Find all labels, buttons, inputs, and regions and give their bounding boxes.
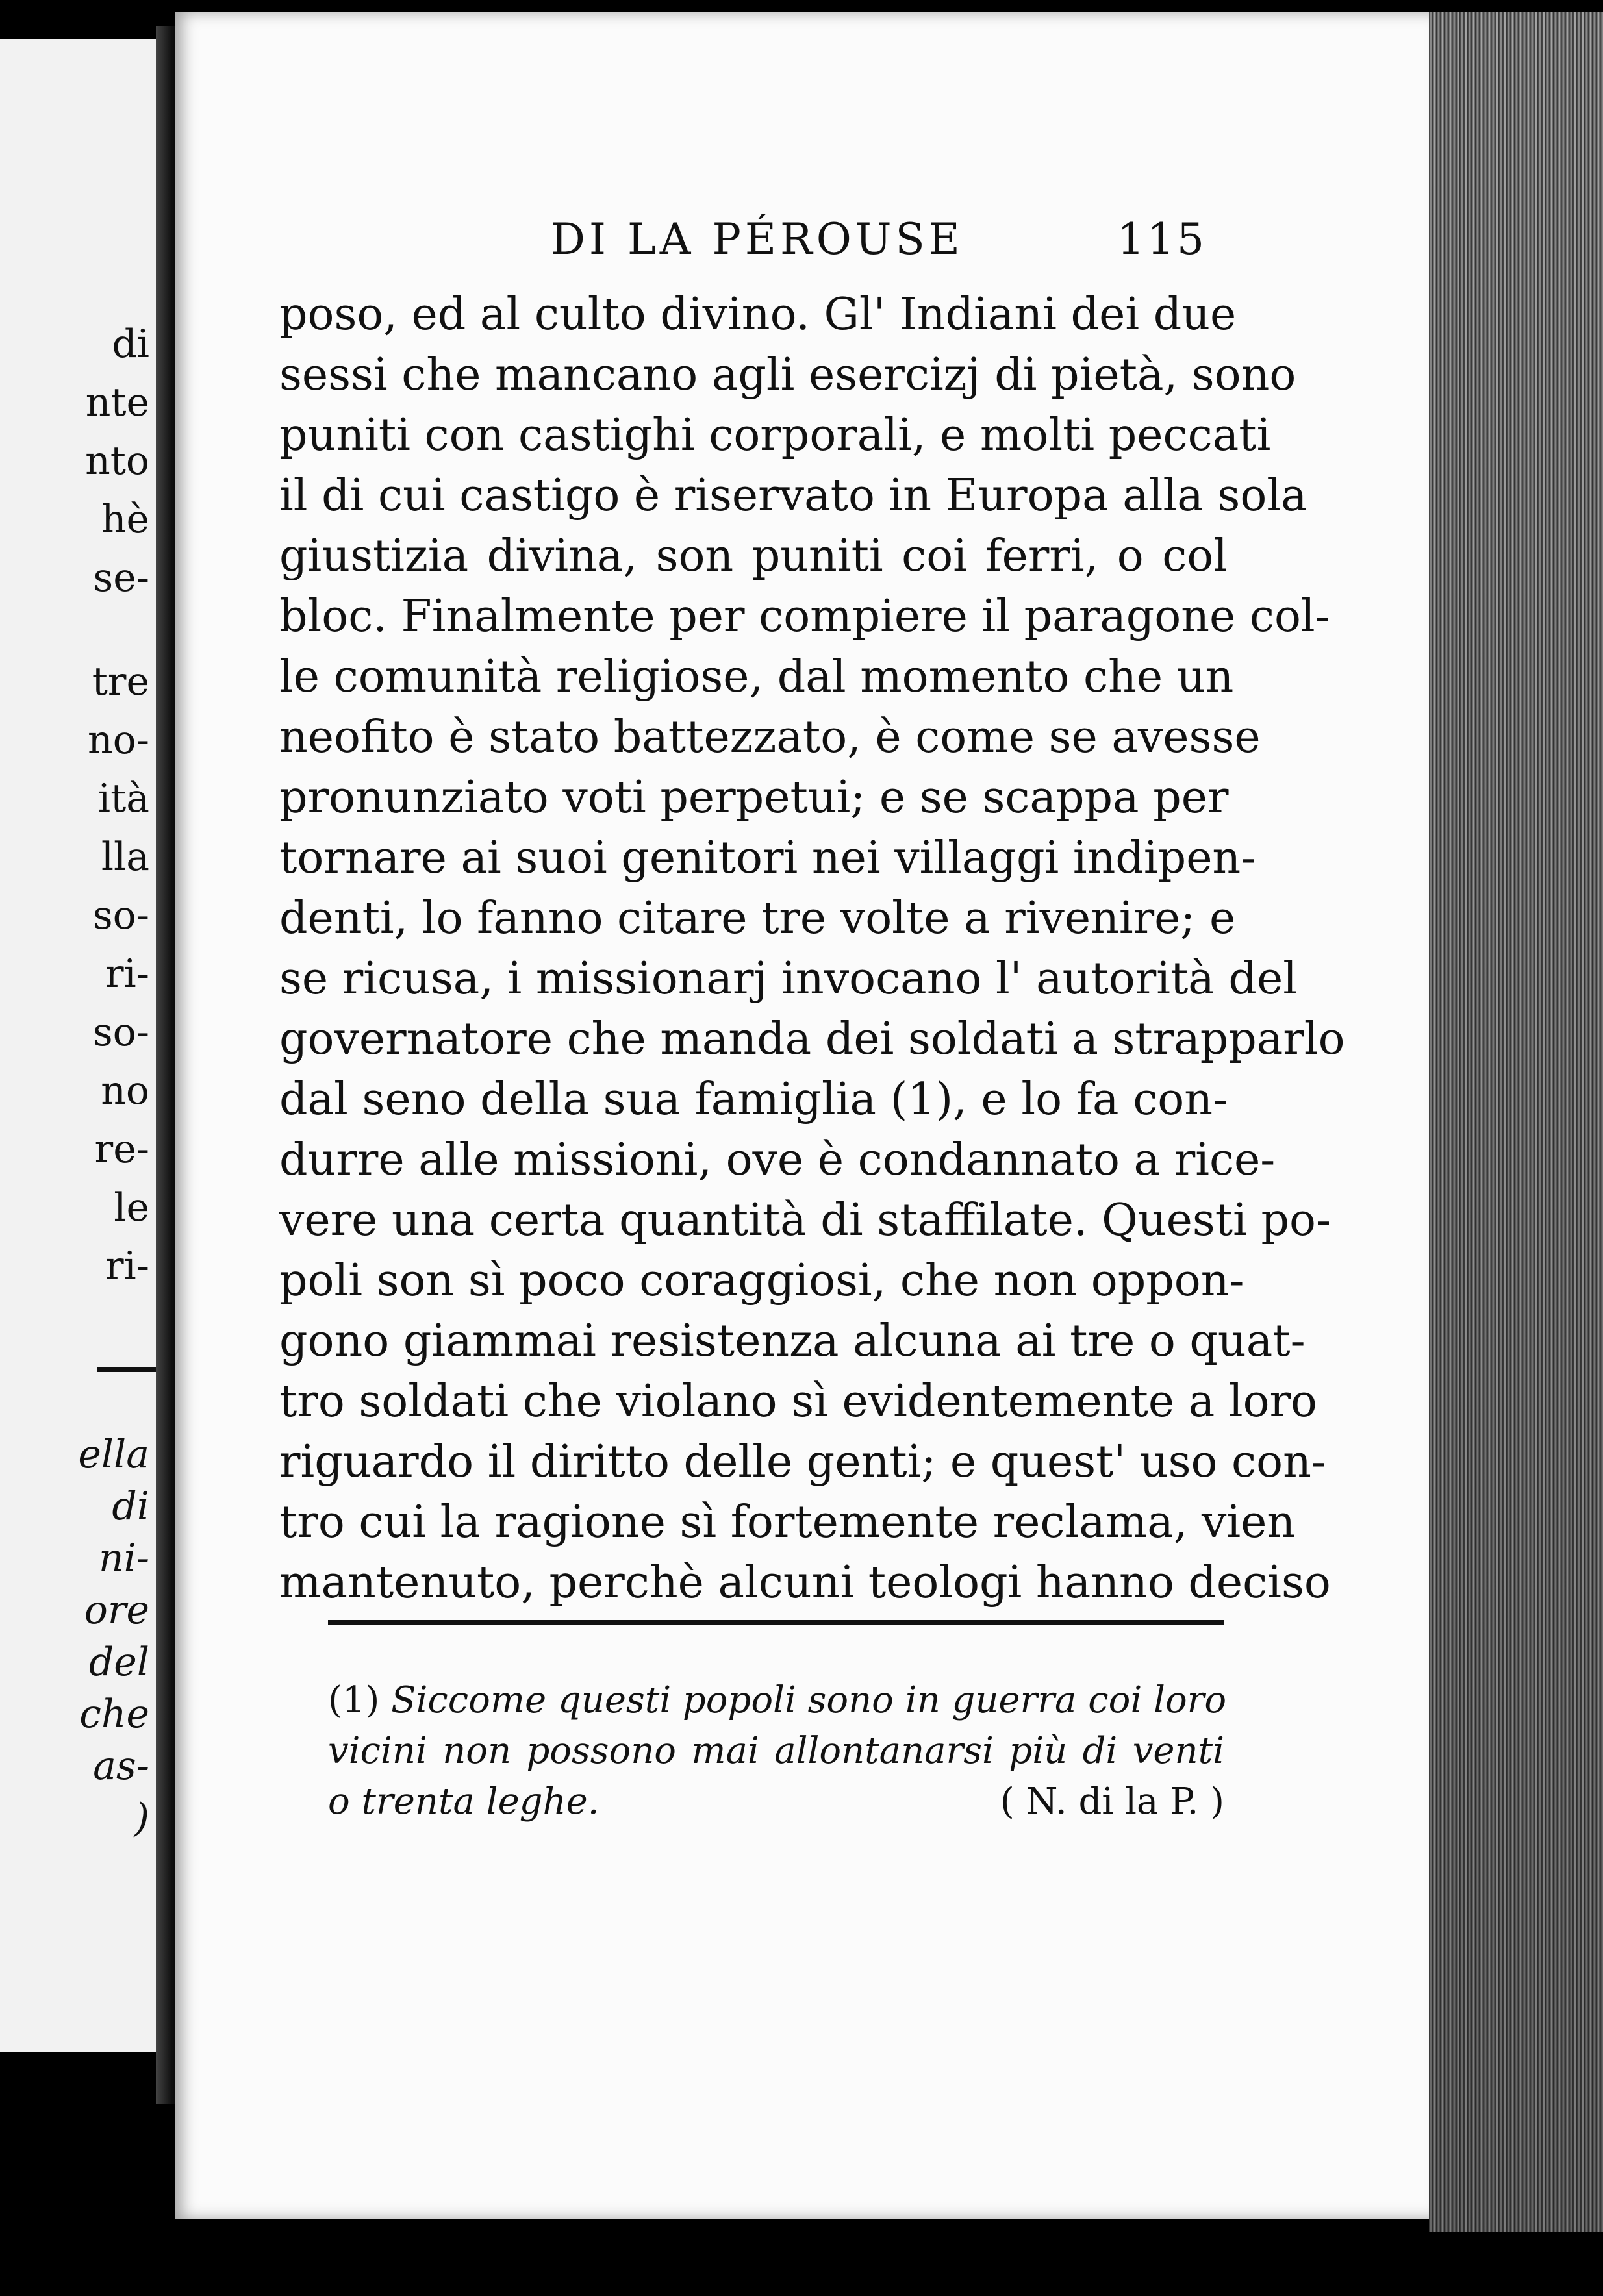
text-line: tro cui la ragione sì fortemente reclama, vien [279,1497,1296,1548]
left-page-fragments [0,39,156,2052]
left-footnote-fragment: ) [134,1795,149,1841]
page-header [551,214,1207,273]
left-footnote-fragment: ella [78,1432,149,1477]
left-fragment: ri- [105,951,149,997]
footnote-text: Siccome questi popoli sono in guerra coi loro [391,1679,1227,1721]
text-line: tornare ai suoi genitori nei villaggi indipen- [279,832,1256,884]
footnote-line-3 [328,1777,1224,1827]
text-line: denti, lo fanno citare tre volte a rivenire; e [279,893,1236,944]
left-fragment: hè [101,497,149,542]
text-line: bloc. Finalmente per compiere il paragone col- [279,591,1330,642]
left-fragment: nte [85,380,149,425]
left-footnote-fragment: ore [84,1588,149,1633]
text-line: vere una certa quantità di staffilate. Questi po- [279,1195,1331,1246]
footnote [328,1675,1227,1827]
left-fragment: so- [92,893,149,938]
footnote-text: o trenta leghe. [328,1780,600,1823]
text-line: gono giammai resistenza alcuna ai tre o quat- [279,1316,1306,1367]
text-line: puniti con castighi corporali, e molti peccati [279,410,1271,461]
body-text [279,284,1345,1613]
footnote-marker: (1) [328,1679,380,1721]
text-line: se ricusa, i missionarj invocano l' autorità del [279,953,1297,1004]
text-line: riguardo il diritto delle genti; e quest' uso con- [279,1436,1326,1488]
text-line: neofito è stato battezzato, è come se avesse [279,712,1261,763]
left-footnote-fragment: che [79,1691,149,1737]
left-fragment: ri- [105,1243,149,1289]
left-fragment: re- [94,1127,149,1172]
footnote-line-1 [328,1675,1227,1726]
footnote-line-2: vicini non possono mai allontanarsi più di venti [328,1730,1224,1772]
text-line: tro soldati che violano sì evidentemente a loro [279,1376,1317,1427]
text-line: giustizia divina, son puniti coi ferri, o col [279,530,1228,582]
page-number: 115 [1117,214,1207,264]
left-footnote-fragment: di [112,1484,149,1529]
footnote-rule [328,1620,1224,1625]
left-footnote-fragment: as- [93,1743,149,1789]
text-line: durre alle missioni, ove è condannato a rice- [279,1134,1276,1186]
left-fragment: se- [93,555,149,601]
text-line: sessi che mancano agli esercizj di pietà, sono [279,349,1296,401]
left-fragment: tre [92,659,149,705]
left-fragment: no- [87,718,149,763]
left-fragment: lla [101,834,149,880]
running-title: DI LA PÉROUSE [551,214,964,264]
left-fragment: so- [92,1010,149,1055]
left-fragment: no [101,1068,149,1114]
left-footnote-fragment: ni- [98,1536,149,1581]
text-line: poso, ed al culto divino. Gl' Indiani dei due [279,289,1237,340]
left-fragment: le [114,1185,149,1230]
footnote-attribution: ( N. di la P. ) [1000,1780,1224,1823]
text-line: pronunziato voti perpetui; e se scappa per [279,772,1229,823]
left-facing-page [0,39,156,2052]
text-line: poli son sì poco coraggiosi, che non oppon- [279,1255,1244,1306]
left-fragment: ità [97,776,149,821]
left-fragment: di [112,321,149,367]
page-edges [1429,12,1603,2232]
text-line: governatore che manda dei soldati a strapparlo [279,1014,1345,1065]
text-line: le comunità religiose, dal momento che un [279,651,1234,703]
left-footnote-fragment: del [88,1640,149,1685]
left-footnote-rule [97,1367,156,1372]
text-line: il di cui castigo è riservato in Europa alla sola [279,470,1307,521]
left-fragment: nto [85,438,149,484]
text-line: mantenuto, perchè alcuni teologi hanno deciso [279,1557,1331,1608]
text-line: dal seno della sua famiglia (1), e lo fa con- [279,1074,1228,1125]
